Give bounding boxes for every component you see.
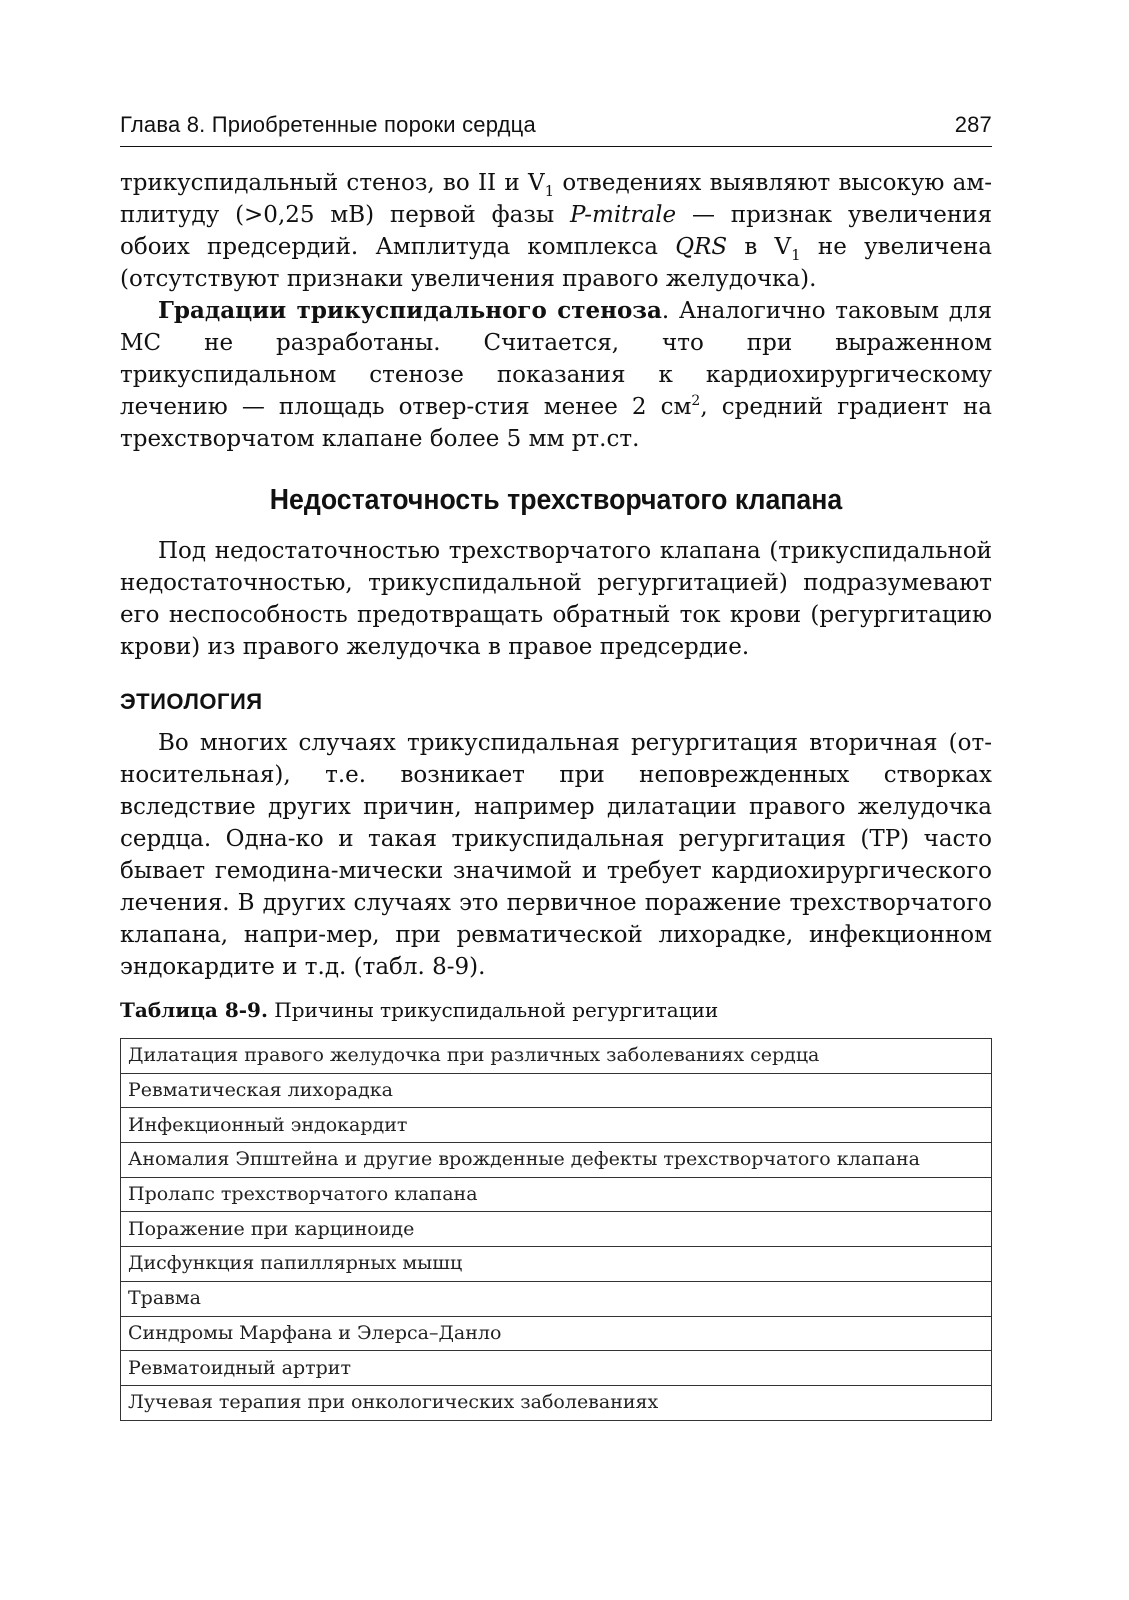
paragraph-etiology: Во многих случаях трикуспидальная регургитация вторичная (от-носительная), т.е. возникает при неповрежденных створках вследствие других причин, например дилатации правого желудочка сердца. Одна-ко и такая трикуспидальная регургитация (ТР) часто бывает гемодина-мически значимой и требует кардиохирургического лечения. В других случаях это первичное поражение трехстворчатого клапана, напри-мер, при ревматической лихорадке, инфекционном эндокардите и т.д. (табл. 8-9). — [120, 730, 992, 980]
subsection-title: ЭТИОЛОГИЯ — [120, 689, 263, 714]
paragraph-definition: Под недостаточностью трехстворчатого клапана (трикуспидальной недостаточностью, трикуспидальной регургитацией) подразумевают его неспособность предотвращать обратный ток крови (регургитацию крови) из правого желудочка в правое предсердие. — [120, 538, 992, 660]
table-cell: Инфекционный эндокардит — [121, 1108, 992, 1143]
table-row — [121, 1212, 992, 1247]
paragraph-stenosis-grades: Градации трикуспидального стеноза. Аналогично таковым для МС не разработаны. Считается, что при выраженном трикуспидальном стенозе показания к кардиохирургическому лечению — площадь отвер-стия менее 2 $см^2$, средний градиент на трехстворчатом клапане более 5 мм рт.ст. — [120, 297, 993, 452]
chapter-title: Глава 8. Приобретенные пороки сердца — [120, 112, 536, 137]
table-caption-text: Причины трикуспидальной регургитации — [267, 998, 719, 1022]
table-row — [121, 1108, 992, 1143]
table-cell: Лучевая терапия при онкологических заболеваниях — [121, 1385, 992, 1420]
table-cell: Синдромы Марфана и Элерса–Данло — [121, 1316, 992, 1351]
table-caption-label: Таблица 8-9. — [120, 998, 268, 1022]
table-cell: Дисфункция папиллярных мышц — [121, 1247, 992, 1282]
table-row — [121, 1281, 992, 1316]
paragraph-ecg: трикуспидальный стеноз, во II и $V_1$ отведениях выявляют высокую ам-плитуду (>0,25 мВ) первой фазы P-mitrale — признак увеличения обоих предсердий. Амплитуда комплекса QRS в $V_1$ не увеличена (отсутствуют признаки увеличения правого желудочка). — [120, 170, 993, 292]
paragraph-lead: Градации трикуспидального стеноза — [158, 297, 662, 324]
table-row — [121, 1351, 992, 1386]
section-title: Недостаточность трехстворчатого клапана — [269, 484, 843, 516]
table-row — [121, 1316, 992, 1351]
table-cell: Ревматическая лихорадка — [121, 1073, 992, 1108]
table-cell: Травма — [121, 1281, 992, 1316]
table-row — [121, 1039, 992, 1074]
table-row — [121, 1177, 992, 1212]
table-row — [121, 1247, 992, 1282]
table-caption — [120, 995, 718, 1025]
running-head — [120, 108, 992, 147]
table-cell: Дилатация правого желудочка при различных заболеваниях сердца — [121, 1039, 992, 1074]
table-cell: Аномалия Эпштейна и другие врожденные дефекты трехстворчатого клапана — [121, 1143, 992, 1178]
causes-table — [120, 1038, 992, 1421]
table-row — [121, 1073, 992, 1108]
table-cell: Ревматоидный артрит — [121, 1351, 992, 1386]
table-row — [121, 1385, 992, 1420]
table-cell: Поражение при карциноиде — [121, 1212, 992, 1247]
page-number: 287 — [954, 112, 992, 137]
table-cell: Пролапс трехстворчатого клапана — [121, 1177, 992, 1212]
table-row — [121, 1143, 992, 1178]
